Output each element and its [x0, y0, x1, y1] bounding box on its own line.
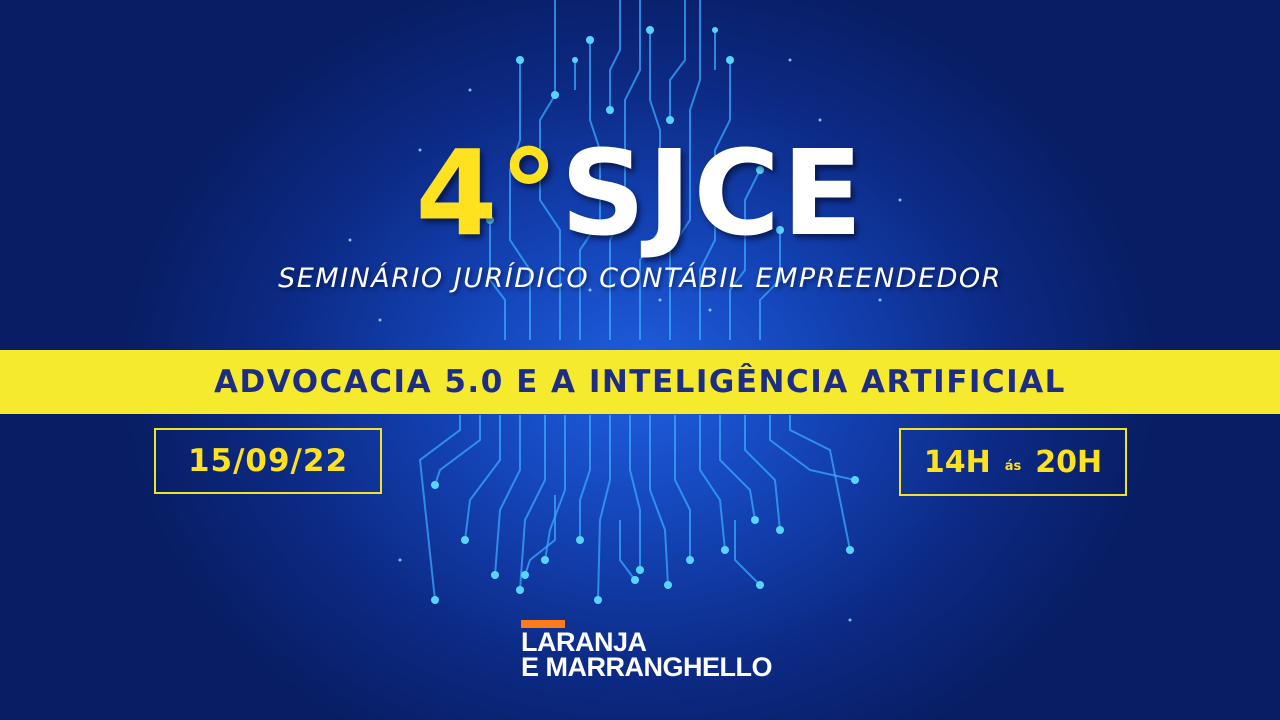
time-separator: ás	[1004, 458, 1022, 474]
time-box	[899, 428, 1127, 496]
logo-line-1: LARANJA	[521, 627, 647, 657]
logo-line-2: E MARRANGHELLO	[521, 652, 772, 682]
date-box	[154, 428, 382, 494]
theme-text: ADVOCACIA 5.0 E A INTELIGÊNCIA ARTIFICIAL	[214, 364, 1066, 400]
company-logo	[521, 620, 781, 690]
event-date: 15/09/22	[187, 443, 349, 479]
time-end: 20H	[1035, 444, 1103, 480]
event-title	[0, 124, 1280, 262]
event-acronym: SJCE	[560, 124, 865, 262]
theme-banner	[0, 350, 1280, 414]
event-edition: 4°	[415, 124, 561, 262]
event-full-name: SEMINÁRIO JURÍDICO CONTÁBIL EMPREENDEDOR	[278, 263, 1002, 294]
time-start: 14H	[923, 444, 991, 480]
